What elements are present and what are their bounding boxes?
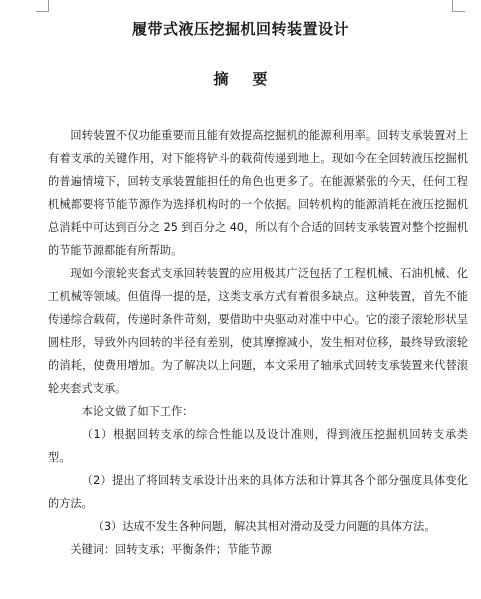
abstract-paragraph-1: 回转装置不仅功能重要而且能有效提高挖掘机的能源利用率。回转支承装置对上有着支承的关键作用，对下能将铲斗的载荷传递到地上。现如今在全回转液压挖掘机的普遍情境下，回转支承装置能担任的角色也更多了。在能源紧张的今天，任何工程机械都要将节能节源作为选择机构时的一个依据。回转机构的能源消耗在液压挖掘机总消耗中可达到百分之 25 到百分之 40，所以有个合适的回转支承装置对整个挖掘机的节能节源都能有所帮助。 bbox=[48, 129, 468, 257]
document-title: 履带式液压挖掘机回转装置设计 bbox=[131, 20, 349, 38]
work-item-2: （2）提出了将回转支承设计出来的具体方法和计算其各个部分强度具体变化的方法。 bbox=[48, 474, 468, 510]
work-item-1: （1）根据回转支承的综合性能以及设计准则，得到液压挖掘机回转支承类型。 bbox=[48, 428, 468, 464]
abstract-paragraph-2: 现如今滚轮夹套式支承回转装置的应用极其广泛包括了工程机械、石油机械、化工机械等领域。但值得一提的是，这类支承方式有着很多缺点。这种装置，首先不能传递综合载荷，传递时条件苛刻，要借助中央驱动对准中中心。它的滚子滚轮形状呈圆柱形，导致外内回转的半径有差别，使其摩擦减小，发生相对位移，最终导致滚轮的消耗，使费用增加。为了解决以上问题，本文采用了轴承式回转支承装置来代替滚轮夹套式支承。 bbox=[48, 267, 468, 395]
work-item-3: （3）达成不发生各种问题，解决其相对滑动及受力问题的具体方法。 bbox=[92, 520, 436, 533]
keywords-line: 关键词：回转支承；平衡条件；节能节源 bbox=[70, 543, 272, 556]
page-corner-mark-left bbox=[36, 0, 49, 12]
abstract-body bbox=[48, 124, 468, 561]
work-intro: 本论文做了如下工作： bbox=[81, 405, 194, 418]
abstract-heading: 摘要 bbox=[213, 70, 292, 88]
page-corner-mark-right bbox=[452, 0, 465, 12]
